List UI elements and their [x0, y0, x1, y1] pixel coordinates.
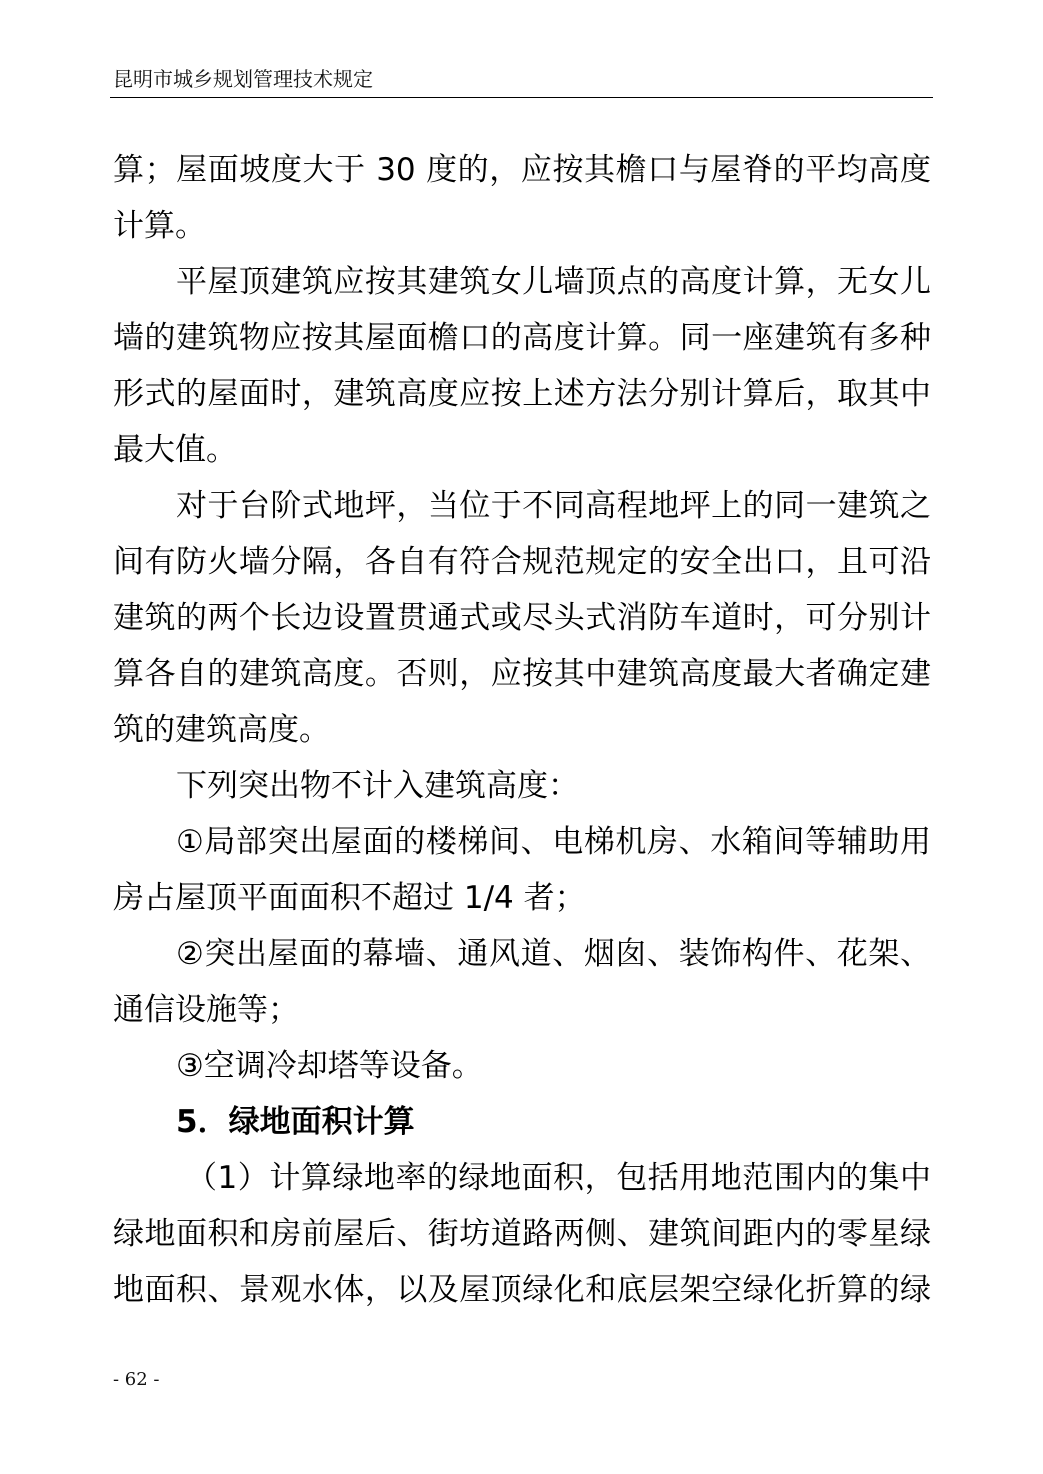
list-item-line: ①局部突出屋面的楼梯间、电梯机房、水箱间等辅助用	[176, 824, 931, 860]
header-divider	[110, 97, 933, 98]
text-line: 计算。	[113, 208, 206, 244]
text-line: 算；屋面坡度大于 30 度的，应按其檐口与屋脊的平均高度	[113, 152, 931, 188]
text-line: 通信设施等；	[113, 992, 299, 1028]
paragraph-first-line: 下列突出物不计入建筑高度：	[176, 768, 579, 804]
text-line: 最大值。	[113, 432, 237, 468]
text-line: 形式的屋面时，建筑高度应按上述方法分别计算后，取其中	[113, 376, 931, 412]
text-line: 筑的建筑高度。	[113, 712, 330, 748]
section-heading: 5．绿地面积计算	[176, 1104, 415, 1140]
paragraph-first-line: 对于台阶式地坪，当位于不同高程地坪上的同一建筑之	[176, 488, 931, 524]
list-item-line: ③空调冷却塔等设备。	[176, 1048, 483, 1084]
text-line: 绿地面积和房前屋后、街坊道路两侧、建筑间距内的零星绿	[113, 1216, 931, 1252]
text-line: 地面积、景观水体，以及屋顶绿化和底层架空绿化折算的绿	[113, 1272, 931, 1308]
page-number: - 62 -	[113, 1369, 160, 1390]
paragraph-first-line: 平屋顶建筑应按其建筑女儿墙顶点的高度计算，无女儿	[176, 264, 931, 300]
text-line: 算各自的建筑高度。否则，应按其中建筑高度最大者确定建	[113, 656, 931, 692]
list-item-line: ②突出屋面的幕墙、通风道、烟囱、装饰构件、花架、	[176, 936, 931, 972]
running-header-title: 昆明市城乡规划管理技术规定	[113, 67, 373, 91]
text-line: 墙的建筑物应按其屋面檐口的高度计算。同一座建筑有多种	[113, 320, 931, 356]
text-line: 建筑的两个长边设置贯通式或尽头式消防车道时，可分别计	[113, 600, 931, 636]
paragraph-first-line: （1）计算绿地率的绿地面积，包括用地范围内的集中	[186, 1160, 931, 1196]
text-line: 房占屋顶平面面积不超过 1/4 者；	[113, 880, 586, 916]
text-line: 间有防火墙分隔，各自有符合规范规定的安全出口，且可沿	[113, 544, 931, 580]
